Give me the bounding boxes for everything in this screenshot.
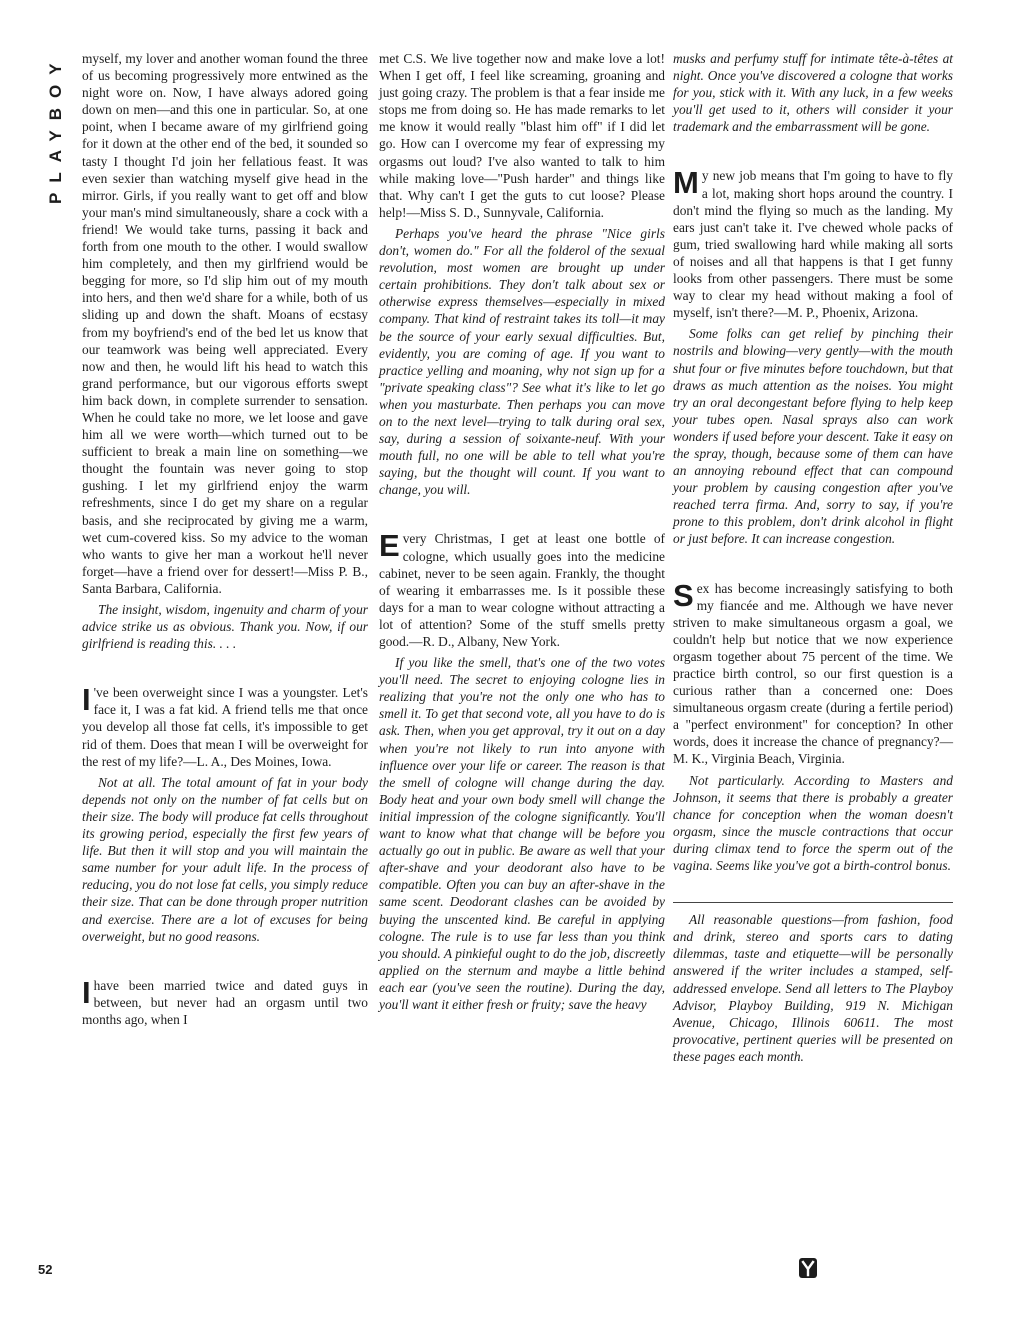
letter-3 bbox=[82, 974, 368, 1028]
masthead-text: PLAYBOY bbox=[46, 53, 65, 204]
closing-note: All reasonable questions—from fashion, food and drink, stereo and sports cars to dating dilemmas, taste and etiquette—will be personally answered if the writer includes a stamped, self-addressed envelope. Send all letters to The Playboy Advisor, Playboy Building, 919 N. Michigan Avenue, Chicago, Illinois 60611. The most provocative, pertinent queries will be presented on these pages each month. bbox=[673, 902, 953, 1065]
answer-6: Not particularly. According to Masters and Johnson, it seems that there is probably a greater chance for conception when the woman doesn't orgasm, since the muscle contractions that occur during climax tend to force the sperm out of the vagina. Seems like you've got a birth-control bonus. bbox=[673, 772, 953, 874]
answer-3: Perhaps you've heard the phrase "Nice girls don't, women do." For all the folderol of the sexual revolution, most women are brought up under certain prohibitions. They don't talk about sex or otherwise express themselves—especially in mixed company. That kind of restraint takes its toll—it may be the source of your early sexual difficulties. But, evidently, you are coming of age. If you want to practice yelling and moaning, why not sign up for a "private speaking class"? See what it's like to let go when you masturbate. Then perhaps you can move on to the next level—trying to talk during oral sex, say, during a session of soixante-neuf. With your mouth full, no one will be able to tell what you're saying, but the thought will count. If you want to change, you will. bbox=[379, 225, 665, 498]
page-number: 52 bbox=[38, 1262, 53, 1277]
column-3 bbox=[673, 50, 953, 1078]
letter-6-body: ex has become increasingly satisfying to both my fiancée and me. Although we have never striven to make simultaneous orgasm a goal, we couldn't help but notice that we now experience orgasm together about 75 percent of the time. We practice birth control, so our first question is a curious rather than a concerned one: Does simultaneous orgasm create (during a fertile period) a "perfect environment" for conception? In other words, does it increase the chance of pregnancy?—M. K., Virginia Beach, Virginia. bbox=[673, 580, 953, 767]
letter-3-body: have been married twice and dated guys in between, but never had an orgasm until two months ago, when I bbox=[82, 977, 368, 1027]
letter-4 bbox=[379, 530, 665, 650]
column-2 bbox=[379, 50, 665, 1013]
answer-4-continued: musks and perfumy stuff for intimate tête-à-têtes at night. Once you've discovered a cologne that works for you, stick with it. With any luck, in a few weeks you'll get used to it, others will consider it your trademark and the embarrassment will be gone. bbox=[673, 51, 953, 135]
answer-5: Some folks can get relief by pinching their nostrils and blowing—very gently—with the mouth shut four or five minutes before touchdown, but that draws as much attention as the noises. You might try an oral decongestant before flying to help keep your tubes open. Nasal sprays also can work wonders if used before your descent. Take it easy on the spray, though, because some of them can have an annoying rebound effect that can compound your problem by causing congestion after you've reached terra firma. And, sorry to say, if you're prone to this problem, don't drink alcohol in flight or just before. It can increase congestion. bbox=[673, 326, 953, 547]
drop-initial: E bbox=[379, 528, 400, 564]
drop-initial: I bbox=[82, 974, 91, 1010]
letter-4-body: very Christmas, I get at least one bottle of cologne, which usually goes into the medicine cabinet, never to be seen again. Frankly, the thought of wearing it embarrasses me. Is it possible these days for a man to wear cologne without attracting a lot of attention? Some of the stuff smells pretty good.—R. D., Albany, New York. bbox=[379, 531, 665, 649]
masthead bbox=[20, 52, 65, 204]
letter-6 bbox=[673, 577, 953, 768]
end-mark-icon bbox=[799, 1258, 817, 1278]
answer-4: If you like the smell, that's one of the two votes you'll need. The secret to enjoying cologne lies in realizing that you're not the only one who has to smell it. To get that second vote, all you have to do is ask. Then, when you get approval, try it out on a day when you're not likely to run into anyone with influence over your life or career. The reason is that the smell of cologne will change during the day. Body heat and your own body smell will change the initial impression of the cologne significantly. You'll want to know what that change will be before you actually go out in public. Be aware as well that your after-shave and your deodorant also have to be compatible. Often you can buy an after-shave in the same scent. Deodorant clashes can be avoided by buying the unscented kind. Be careful in applying cologne. The rule is to use far less than you think you should. A pinkieful ought to do the job, discreetly applied on the sternum and maybe a little behind each ear (you've seen the routine). During the day, you'll want it either fresh or fruity; save the heavy bbox=[379, 655, 665, 1012]
letter-5-body: y new job means that I'm going to have to fly a lot, making short hops around the country. I don't mind the flying so much as the landing. My ears just can't take it. I've chewed whole packs of gum, tried swallowing hard while making all sorts of noises and all that happens is that I get funny looks from other passengers. There must be some way to clear my head without making a fool of myself, isn't there?—M. P., Phoenix, Arizona. bbox=[673, 168, 953, 321]
column-1 bbox=[82, 50, 368, 1028]
drop-initial: M bbox=[673, 165, 699, 201]
letter-5 bbox=[673, 167, 953, 321]
answer-2: Not at all. The total amount of fat in your body depends not only on the number of fat cells but on their size. The body will produce fat cells throughout its growing period, especially the first few years of life. But then it will stop and you will maintain the same number for your adult life. In the process of reducing, you do not lose fat cells, you simply reduce their size. That can be done through proper nutrition and exercise. There are a lot of excuses for being overweight, but no good reasons. bbox=[82, 774, 368, 944]
answer-1: The insight, wisdom, ingenuity and charm of your advice strike us as obvious. Thank you. Now, if our girlfriend is reading this. . . . bbox=[82, 602, 368, 652]
drop-initial: I bbox=[82, 682, 91, 718]
letter-1: myself, my lover and another woman found the three of us becoming progressively more entwined as the night wore on. Now, I have always adored going down on men—and this one in particular. So, at one point, when I became aware of my girlfriend going for it down at the other end of the bed, it sounded so tasty I thought I'd join her fellatious feast. It was even sexier than watching myself give head in the mirror. Girls, if you really want to get off and blow your man's mind simultaneously, share a cock with a friend! We would take turns, passing it back and forth from one mouth to the other. I would swallow him completely, and then my girlfriend would be begging for more, so I'd slip him out of my mouth into hers, and then we'd share for a while, both of us sliding up and down the shaft. Moans of ecstasy from my boyfriend's end of the bed let us know that our teamwork was being well appreciated. Every now and then, he would lift his head to watch this grand performance, but our vigorous efforts swept him back down, in complete surrender to sensation. When he could take no more, we let loose and gave him all we were worth—which turned out to be sufficient to break a main line on something—we thought the fountain was never going to stop gushing. I let my girlfriend enjoy the warm refreshments, since I do get my share on a regular basis, and she reciprocated by giving me a warm, wet cum-covered kiss. So my advice to the woman who wants to give her man a workout he'll never forget—have a friend over for dessert!—Miss P. B., Santa Barbara, California. bbox=[82, 51, 368, 596]
letter-2-body: 've been overweight since I was a youngster. Let's face it, I was a fat kid. A friend tells me that once you develop all those fat cells, it's impossible to get rid of them. Does that mean I will be overweight for the rest of my life?—L. A., Des Moines, Iowa. bbox=[82, 685, 368, 769]
drop-initial: S bbox=[673, 577, 694, 613]
letter-3-continued: met C.S. We live together now and make love a lot! When I get off, I feel like screaming, groaning and just going crazy. The problem is that a fear inside me stops me from doing so. He has made remarks to let me know it would really "blast him off" if I did let go. How can I overcome my fear of expressing my orgasms out loud? I've also wanted to talk to him while making love—"Push harder" and things like that. Why can't I get the guts to cut loose? Please help!—Miss S. D., Sunnyvale, California. bbox=[379, 51, 665, 220]
letter-2 bbox=[82, 684, 368, 769]
